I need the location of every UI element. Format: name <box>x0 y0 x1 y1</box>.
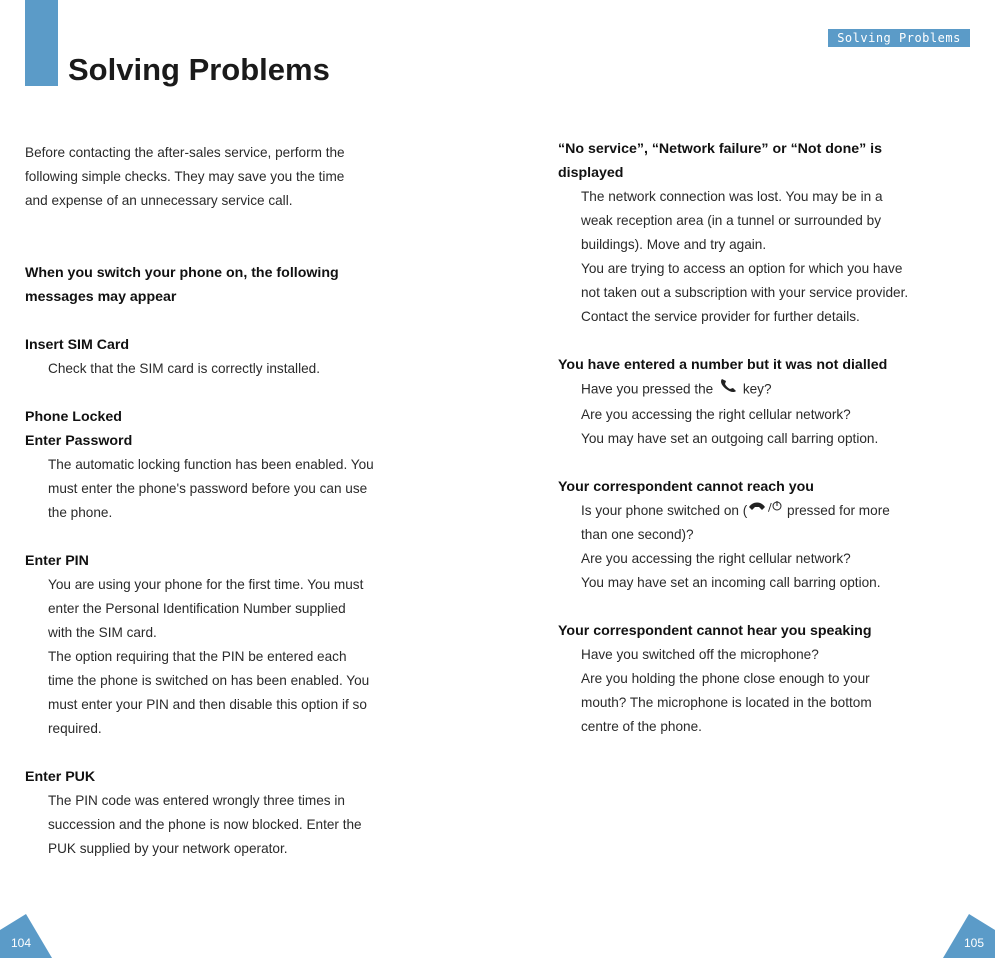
svg-text:/: / <box>768 501 772 515</box>
problem-text: Are you accessing the right cellular network? <box>581 551 851 567</box>
intro-line: following simple checks. They may save you the time <box>25 169 345 184</box>
message-text: with the SIM card. <box>48 625 157 640</box>
problem-text <box>558 499 978 523</box>
message-heading-enter-pin: Enter PIN <box>25 553 89 569</box>
page-title: Solving Problems <box>68 52 330 87</box>
intro-line: Before contacting the after-sales service, perform the <box>25 145 345 160</box>
problem-heading-not-dialled: You have entered a number but it was not dialled <box>558 357 888 373</box>
section-heading: messages may appear <box>25 289 177 305</box>
problem-text: You may have set an outgoing call barring option. <box>581 431 879 446</box>
problem-text: buildings). Move and try again. <box>581 237 767 252</box>
message-text: PUK supplied by your network operator. <box>48 841 288 856</box>
problem-heading-no-service: “No service”, “Network failure” or “Not done” is <box>558 141 883 157</box>
message-text: enter the Personal Identification Number supplied <box>48 601 346 616</box>
problem-text: centre of the phone. <box>581 719 702 735</box>
problem-text: Have you switched off the microphone? <box>581 647 819 663</box>
message-text: must enter the phone's password before you can use <box>48 481 368 496</box>
problem-text: weak reception area (in a tunnel or surrounded by <box>581 213 881 228</box>
title-accent-bar <box>25 0 58 86</box>
problem-text-part: pressed for more <box>787 503 890 518</box>
message-text: the phone. <box>48 505 113 520</box>
message-text: must enter your PIN and then disable this option if so <box>48 697 367 712</box>
message-text: time the phone is switched on has been enabled. You <box>48 673 370 688</box>
left-column <box>25 141 445 861</box>
message-heading-insert-sim: Insert SIM Card <box>25 337 130 353</box>
problem-text: Contact the service provider for further details. <box>581 309 860 324</box>
message-heading-enter-password: Enter Password <box>25 433 133 449</box>
problem-text: The network connection was lost. You may be in a <box>581 189 883 204</box>
problem-text-part: Have you pressed the <box>581 381 714 397</box>
page-number-left: 104 <box>11 936 32 950</box>
problem-text: not taken out a subscription with your service provider. <box>581 285 909 300</box>
problem-heading-cannot-hear: Your correspondent cannot hear you speaking <box>558 623 872 640</box>
section-tag: Solving Problems <box>828 29 970 47</box>
problem-heading-no-service: displayed <box>558 165 624 181</box>
message-text: Check that the SIM card is correctly installed. <box>48 361 320 376</box>
problem-text: Are you accessing the right cellular network? <box>581 407 851 422</box>
section-heading: When you switch your phone on, the following <box>25 265 339 281</box>
problem-heading-cannot-reach: Your correspondent cannot reach you <box>558 479 814 495</box>
message-text: succession and the phone is now blocked. Enter the <box>48 817 362 832</box>
message-heading-phone-locked: Phone Locked <box>25 409 122 425</box>
problem-text <box>558 377 978 403</box>
problem-text: than one second)? <box>581 527 694 543</box>
message-text: The option requiring that the PIN be entered each <box>48 649 347 664</box>
message-text: You are using your phone for the first time. You must <box>48 577 364 592</box>
problem-text: You are trying to access an option for which you have <box>581 261 903 276</box>
problem-text-part: key? <box>742 381 772 397</box>
message-text: required. <box>48 721 102 736</box>
right-column <box>558 137 978 739</box>
page-number-right: 105 <box>963 936 984 950</box>
intro-line: and expense of an unnecessary service call. <box>25 193 293 208</box>
problem-text: You may have set an incoming call barring option. <box>581 575 881 591</box>
problem-text-part: Is your phone switched on ( <box>581 503 748 518</box>
message-heading-enter-puk: Enter PUK <box>25 769 96 785</box>
end-power-key-icon <box>747 499 783 523</box>
send-key-icon <box>717 377 739 403</box>
problem-text: mouth? The microphone is located in the bottom <box>581 695 872 711</box>
message-text: The automatic locking function has been enabled. You <box>48 457 374 472</box>
message-text: The PIN code was entered wrongly three times in <box>48 793 345 808</box>
problem-text: Are you holding the phone close enough to your <box>581 671 870 687</box>
